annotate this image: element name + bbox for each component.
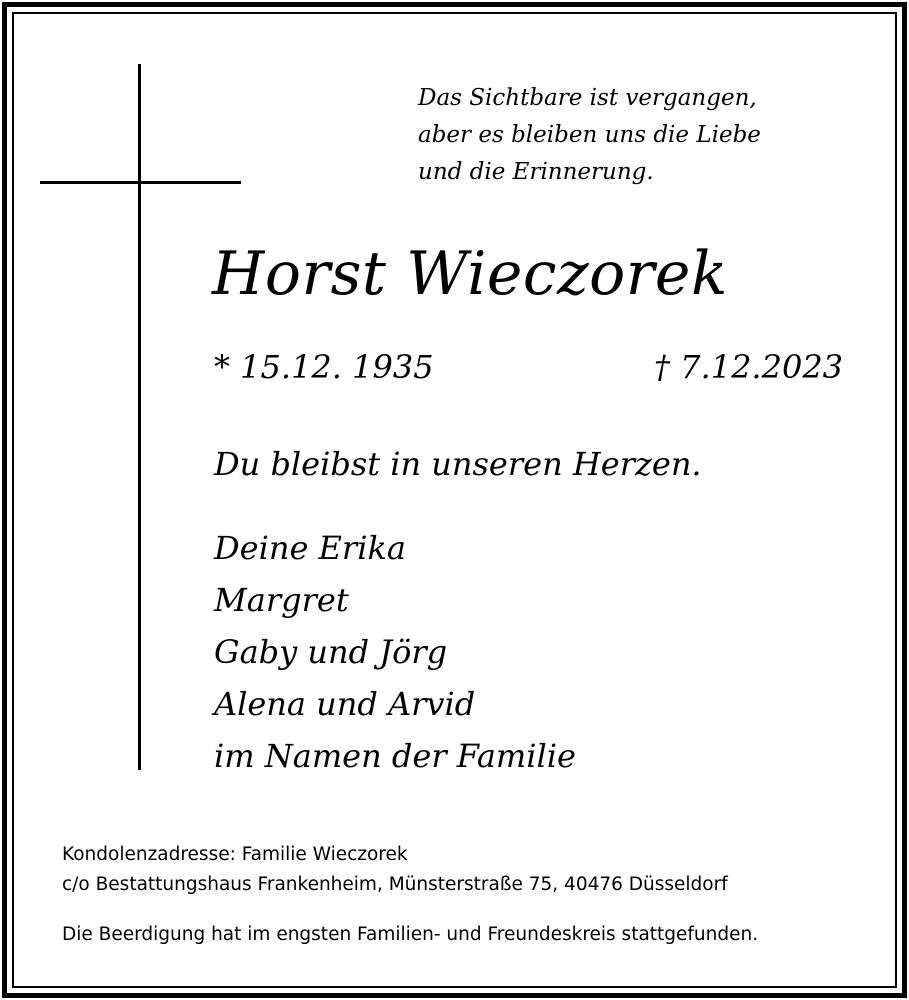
mourner-item: im Namen der Familie <box>214 737 576 775</box>
mourner-item: Gaby und Jörg <box>214 633 448 671</box>
funeral-home-address: c/o Bestattungshaus Frankenheim, Münsterstraße 75, 40476 Düsseldorf <box>62 874 728 895</box>
cross-icon-vertical-bar <box>138 64 141 770</box>
funeral-note: Die Beerdigung hat im engsten Familien- und Freundeskreis stattgefunden. <box>62 924 759 945</box>
mourner-item: Margret <box>214 581 349 619</box>
mourner-item: Deine Erika <box>214 529 406 567</box>
mourners-list <box>214 522 576 782</box>
verse-block <box>418 80 761 191</box>
death-date: † 7.12.2023 <box>654 348 844 386</box>
motto-line: Du bleibst in unseren Herzen. <box>214 445 702 483</box>
verse-line: Das Sichtbare ist vergangen, <box>418 85 757 111</box>
cross-icon-horizontal-bar <box>40 181 241 184</box>
verse-line: aber es bleiben uns die Liebe <box>418 122 761 148</box>
mourner-item: Alena und Arvid <box>214 685 476 723</box>
birth-date: * 15.12. 1935 <box>214 348 434 386</box>
deceased-name: Horst Wieczorek <box>212 239 728 309</box>
verse-line: und die Erinnerung. <box>418 159 654 185</box>
condolence-address: Kondolenzadresse: Familie Wieczorek <box>62 844 408 865</box>
